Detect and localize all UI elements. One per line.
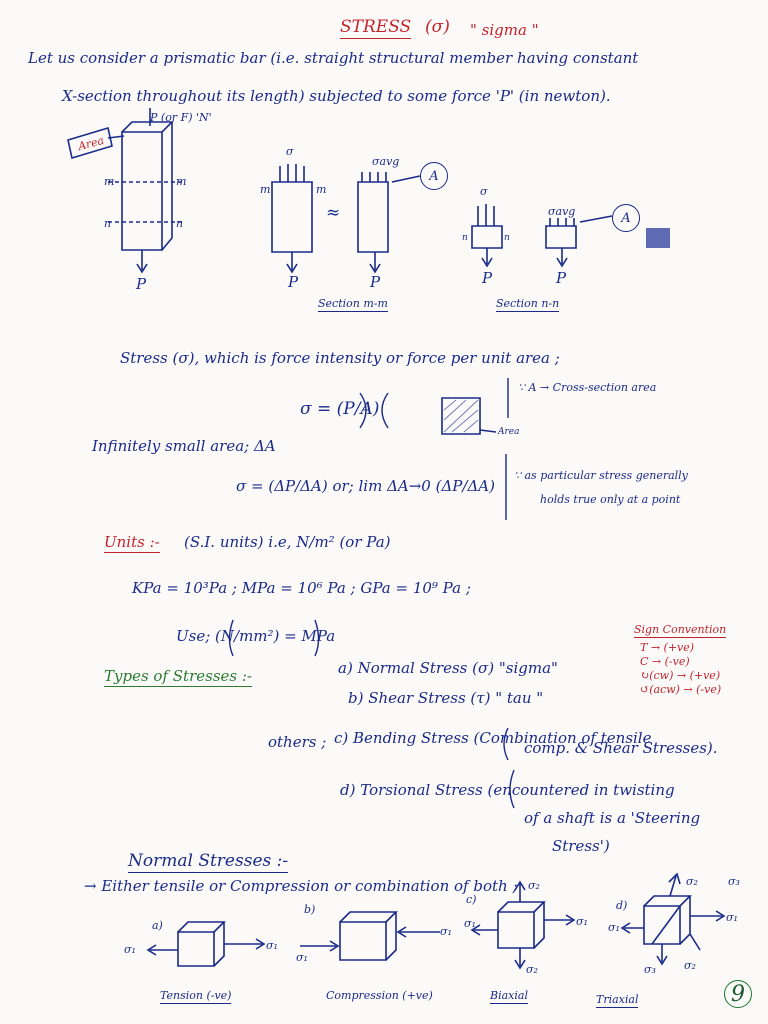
- intro-line-2: X-section throughout its length) subjected to some force 'P' (in newton).: [62, 87, 611, 105]
- label-p-4: P: [482, 269, 493, 287]
- sign-convention-item-4: ↺(acw) → (-ve): [640, 683, 722, 696]
- units-line-3: Use; (N/mm²) = MPa: [176, 627, 336, 645]
- area-label: Area: [76, 133, 106, 154]
- cube-d-s1-left: σ₁: [608, 921, 620, 934]
- cube-c-s2-top: σ₂: [528, 879, 540, 892]
- type-d-2: of a shaft is a 'Steering: [524, 809, 701, 827]
- page-number: 9: [724, 980, 752, 1008]
- definition-note: ∵ A → Cross-section area: [518, 381, 657, 394]
- label-m-sec-r: m: [316, 183, 327, 196]
- cube-d-s3-bottom: σ₃: [644, 963, 656, 976]
- infinitesimal-formula: σ = (ΔP/ΔA) or; lim ΔA→0 (ΔP/ΔA): [236, 477, 495, 495]
- cube-d-s1-right: σ₁: [726, 911, 738, 924]
- area-box-tag: Area: [498, 427, 520, 437]
- units-line-1: (S.I. units) i.e, N/m² (or Pa): [184, 533, 391, 551]
- label-n-sec-l: n: [462, 233, 468, 243]
- cube-c-s1-left: σ₁: [464, 917, 476, 930]
- label-m-left: m: [104, 175, 115, 188]
- cube-d-s2-bottom: σ₂: [684, 959, 696, 972]
- approx-symbol: ≈: [326, 203, 341, 223]
- type-a: a) Normal Stress (σ) "sigma": [338, 659, 558, 677]
- label-n-sec-r: n: [504, 233, 510, 243]
- label-n-right: n: [176, 217, 184, 230]
- type-c-1: c) Bending Stress (Combination of tensile: [334, 729, 652, 747]
- cube-c-s2-bottom: σ₂: [526, 963, 538, 976]
- units-line-2: KPa = 10³Pa ; MPa = 10⁶ Pa ; GPa = 10⁹ Pa ;: [132, 579, 471, 597]
- type-d-1: d) Torsional Stress (encountered in twisting: [340, 781, 675, 799]
- units-label: Units :-: [104, 533, 160, 551]
- type-c-2: comp. & Shear Stresses).: [524, 739, 718, 757]
- caption-compression: Compression (+ve): [326, 989, 433, 1002]
- sign-convention-title: Sign Convention: [634, 624, 726, 638]
- title-name: " sigma ": [470, 21, 539, 39]
- title-symbol: (σ): [425, 17, 450, 37]
- sigma-mm: σ: [286, 145, 294, 158]
- caption-biaxial: Biaxial: [490, 990, 528, 1004]
- page-title: STRESS: [340, 17, 412, 37]
- cube-d-s2-top: σ₂: [686, 875, 698, 888]
- sign-convention-item-1: T → (+ve): [640, 641, 695, 654]
- intro-line-1: Let us consider a prismatic bar (i.e. straight structural member having constant: [28, 49, 639, 67]
- definition-line: Stress (σ), which is force intensity or force per unit area ;: [120, 349, 560, 367]
- types-others: others ;: [268, 733, 327, 751]
- sign-convention-item-2: C → (-ve): [640, 655, 690, 668]
- cube-b-s1-right: σ₁: [440, 925, 452, 938]
- sub-d: d): [616, 899, 628, 912]
- label-p-1: P: [136, 275, 147, 293]
- sub-b: b): [304, 903, 316, 916]
- label-m-right: m: [176, 175, 187, 188]
- cube-a-s1-left: σ₁: [124, 943, 136, 956]
- infinitesimal-note-1: ∵ as particular stress generally: [514, 469, 688, 482]
- normal-stresses-label: Normal Stresses :-: [128, 851, 289, 871]
- cube-a-s1-right: σ₁: [266, 939, 278, 952]
- cube-b-s1-left: σ₁: [296, 951, 308, 964]
- cube-c-s1-right: σ₁: [576, 915, 588, 928]
- normal-stresses-line: → Either tensile or Compression or combination of both ;: [84, 877, 518, 895]
- sigma-avg-nn: σavg: [548, 205, 576, 218]
- sub-c: c): [466, 893, 477, 906]
- sign-convention-item-3: ↻(cw) → (+ve): [640, 669, 721, 682]
- types-label: Types of Stresses :-: [104, 667, 252, 685]
- section-nn-caption: Section n-n: [496, 298, 559, 312]
- sigma-nn: σ: [480, 185, 488, 198]
- circle-a-1: A: [420, 162, 448, 190]
- caption-tension: Tension (-ve): [160, 990, 231, 1004]
- type-d-3: Stress'): [552, 837, 610, 855]
- definition-formula: σ = (P/A): [300, 399, 380, 419]
- sub-a: a): [152, 919, 163, 932]
- type-b: b) Shear Stress (τ) " tau ": [348, 689, 544, 707]
- force-label: P (or F) 'N': [150, 111, 212, 124]
- section-mm-caption: Section m-m: [318, 298, 388, 312]
- label-n-left: n: [104, 217, 112, 230]
- label-m-sec-l: m: [260, 183, 271, 196]
- sigma-avg-mm: σavg: [372, 155, 400, 168]
- label-p-2: P: [288, 273, 299, 291]
- caption-triaxial: Triaxial: [596, 994, 638, 1008]
- infinitesimal-note-2: holds true only at a point: [540, 493, 681, 506]
- label-p-3: P: [370, 273, 381, 291]
- circle-a-2: A: [612, 204, 640, 232]
- label-p-5: P: [556, 269, 567, 287]
- cube-d-s3-top: σ₃: [728, 875, 740, 888]
- infinitesimal-line: Infinitely small area; ΔA: [92, 437, 276, 455]
